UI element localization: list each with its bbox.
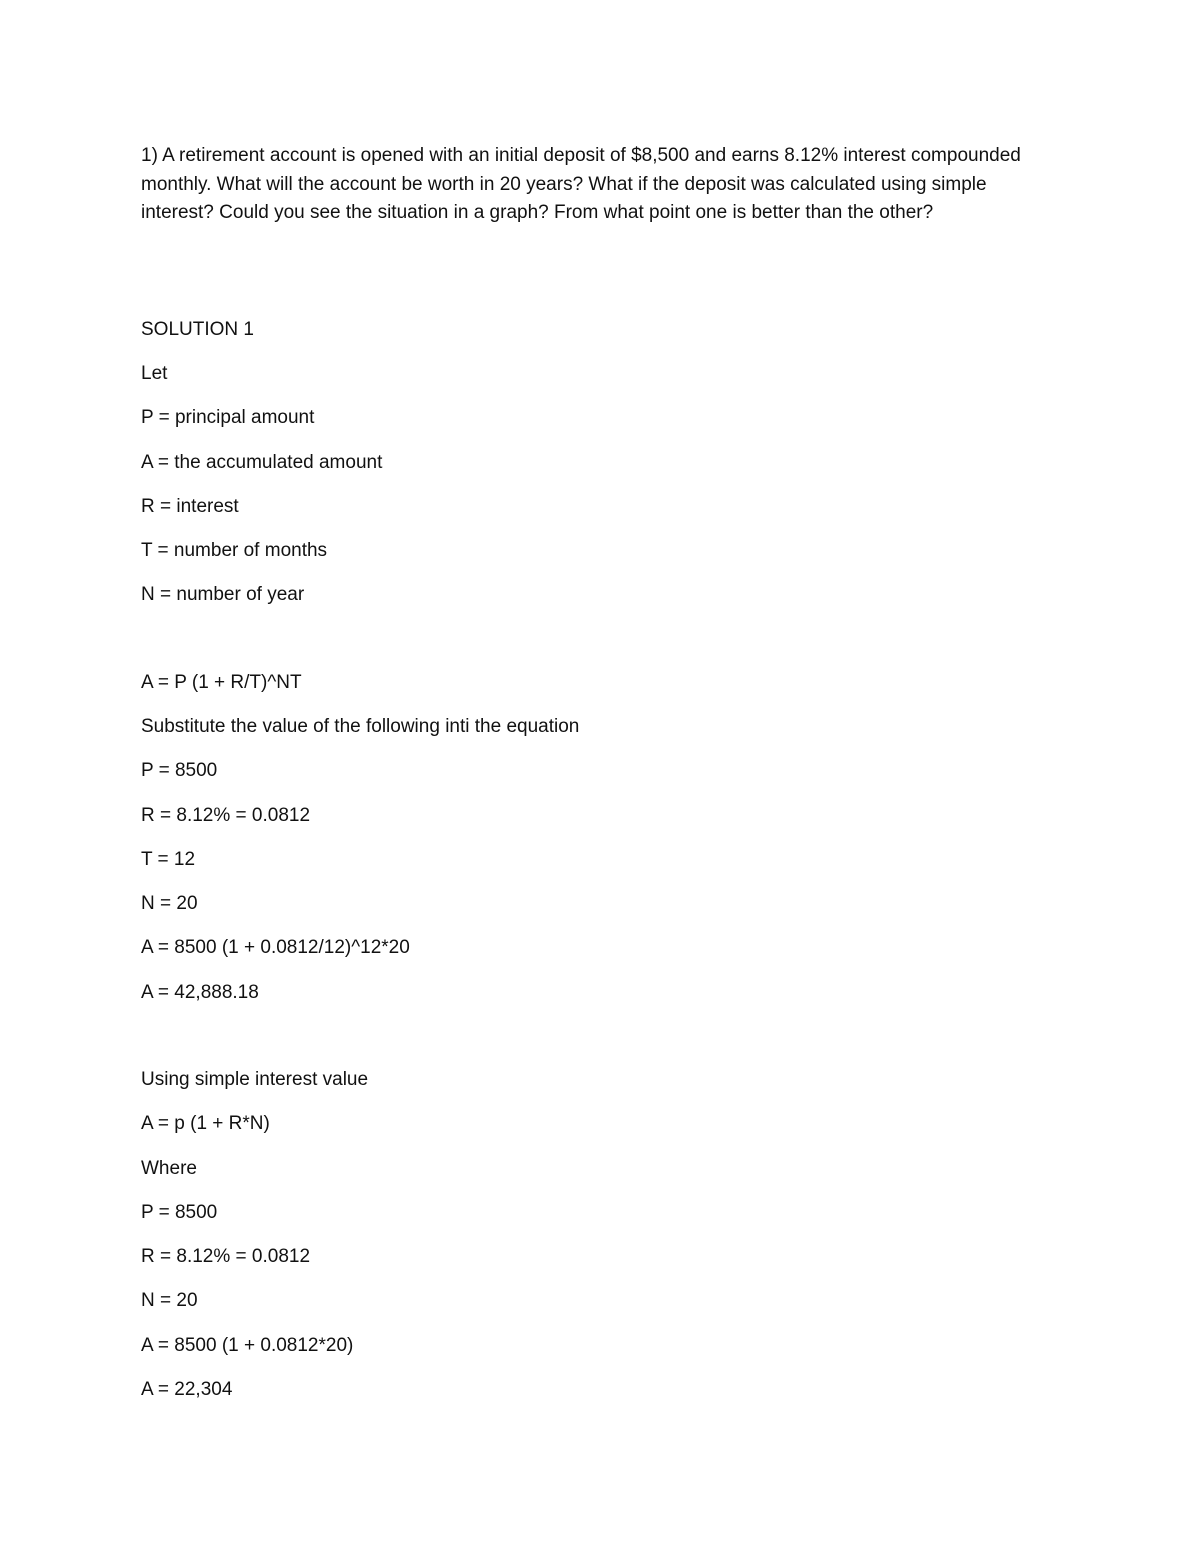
solution-heading: SOLUTION 1 bbox=[141, 319, 254, 340]
compound-result: A = 42,888.18 bbox=[141, 982, 259, 1003]
definition-accumulated: A = the accumulated amount bbox=[141, 452, 383, 473]
simple-n-value: N = 20 bbox=[141, 1290, 198, 1311]
definition-interest: R = interest bbox=[141, 496, 239, 517]
simple-substituted: A = 8500 (1 + 0.0812*20) bbox=[141, 1335, 354, 1356]
compound-n-value: N = 20 bbox=[141, 893, 198, 914]
substitute-instruction: Substitute the value of the following inti the equation bbox=[141, 716, 580, 737]
definition-months: T = number of months bbox=[141, 540, 328, 561]
compound-r-value: R = 8.12% = 0.0812 bbox=[141, 805, 311, 826]
question-text: 1) A retirement account is opened with an initial deposit of $8,500 and earns 8.12% interest compounded monthly. What will the account be worth in 20 years? What if the deposit was calculated using simple interest? Could you see the situation in a graph? From what point one is better than the other? bbox=[141, 145, 1021, 223]
definition-years: N = number of year bbox=[141, 584, 305, 605]
simple-result: A = 22,304 bbox=[141, 1379, 233, 1400]
compound-substituted: A = 8500 (1 + 0.0812/12)^12*20 bbox=[141, 937, 410, 958]
let-label: Let bbox=[141, 363, 168, 384]
compound-formula: A = P (1 + R/T)^NT bbox=[141, 672, 302, 693]
simple-heading: Using simple interest value bbox=[141, 1069, 369, 1090]
simple-p-value: P = 8500 bbox=[141, 1202, 218, 1223]
simple-r-value: R = 8.12% = 0.0812 bbox=[141, 1246, 311, 1267]
compound-t-value: T = 12 bbox=[141, 849, 196, 870]
definition-principal: P = principal amount bbox=[141, 407, 315, 428]
simple-formula: A = p (1 + R*N) bbox=[141, 1113, 270, 1134]
where-label: Where bbox=[141, 1158, 197, 1179]
compound-p-value: P = 8500 bbox=[141, 760, 218, 781]
